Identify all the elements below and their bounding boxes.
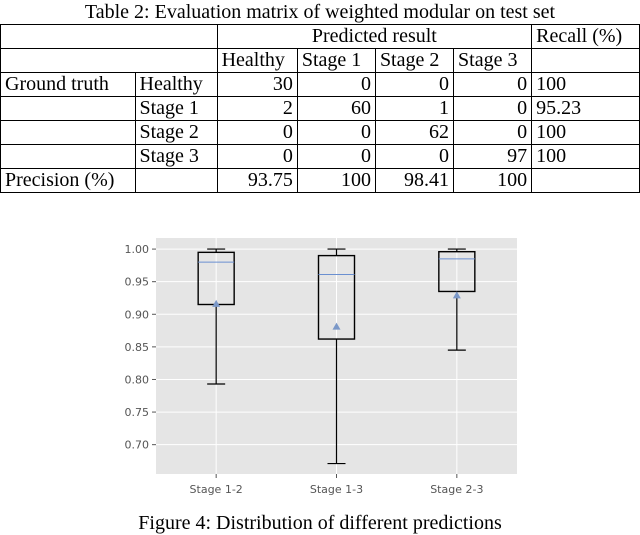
precision-row bbox=[1, 169, 640, 193]
y-tick-label: 0.85 bbox=[124, 340, 149, 354]
precision-cell: 98.41 bbox=[375, 169, 453, 193]
figure-caption: Figure 4: Distribution of different predictions bbox=[138, 512, 502, 534]
cell: 0 bbox=[297, 145, 375, 169]
recall-cell: 100 bbox=[532, 73, 640, 97]
x-tick-label: Stage 2-3 bbox=[430, 483, 484, 496]
cell: 0 bbox=[297, 73, 375, 97]
cell: 0 bbox=[375, 73, 453, 97]
recall-cell: 100 bbox=[532, 145, 640, 169]
table-row bbox=[1, 73, 640, 97]
row-label: Healthy bbox=[135, 73, 217, 97]
table-row bbox=[1, 121, 640, 145]
cell: 60 bbox=[297, 97, 375, 121]
recall-cell: 95.23 bbox=[532, 97, 640, 121]
cell: 0 bbox=[454, 97, 532, 121]
cell: 1 bbox=[375, 97, 453, 121]
y-tick-label: 0.95 bbox=[124, 275, 149, 289]
precision-cell: 100 bbox=[297, 169, 375, 193]
cell: 0 bbox=[454, 73, 532, 97]
col-header: Stage 2 bbox=[375, 49, 453, 73]
row-label: Stage 3 bbox=[135, 145, 217, 169]
table-row bbox=[1, 97, 640, 121]
precision-cell: 93.75 bbox=[217, 169, 297, 193]
cell: 2 bbox=[217, 97, 297, 121]
table-subheader-row bbox=[1, 49, 640, 73]
precision-label: Precision (%) bbox=[1, 169, 136, 193]
cell: 0 bbox=[375, 145, 453, 169]
precision-cell: 100 bbox=[454, 169, 532, 193]
row-label: Stage 1 bbox=[135, 97, 217, 121]
y-tick-label: 0.90 bbox=[124, 308, 149, 322]
table-header-row bbox=[1, 25, 640, 49]
cell: 62 bbox=[375, 121, 453, 145]
table-row bbox=[1, 145, 640, 169]
recall-cell: 100 bbox=[532, 121, 640, 145]
ground-truth-label: Ground truth bbox=[1, 73, 136, 97]
col-header: Healthy bbox=[217, 49, 297, 73]
box-plot bbox=[110, 230, 530, 500]
row-label: Stage 2 bbox=[135, 121, 217, 145]
recall-header: Recall (%) bbox=[532, 25, 640, 49]
y-tick-label: 1.00 bbox=[124, 243, 149, 257]
predicted-header: Predicted result bbox=[217, 25, 532, 49]
y-tick-label: 0.80 bbox=[124, 373, 149, 387]
x-tick-label: Stage 1-3 bbox=[309, 483, 364, 496]
col-header: Stage 1 bbox=[297, 49, 375, 73]
cell: 0 bbox=[297, 121, 375, 145]
cell: 30 bbox=[217, 73, 297, 97]
col-header: Stage 3 bbox=[454, 49, 532, 73]
cell: 0 bbox=[217, 145, 297, 169]
y-tick-label: 0.75 bbox=[124, 406, 149, 420]
table-caption: Table 2: Evaluation matrix of weighted modular on test set bbox=[84, 1, 556, 23]
cell: 0 bbox=[454, 121, 532, 145]
cell: 97 bbox=[454, 145, 532, 169]
cell: 0 bbox=[217, 121, 297, 145]
y-tick-label: 0.70 bbox=[124, 438, 149, 452]
x-tick-label: Stage 1-2 bbox=[189, 483, 243, 496]
evaluation-table bbox=[0, 24, 640, 193]
